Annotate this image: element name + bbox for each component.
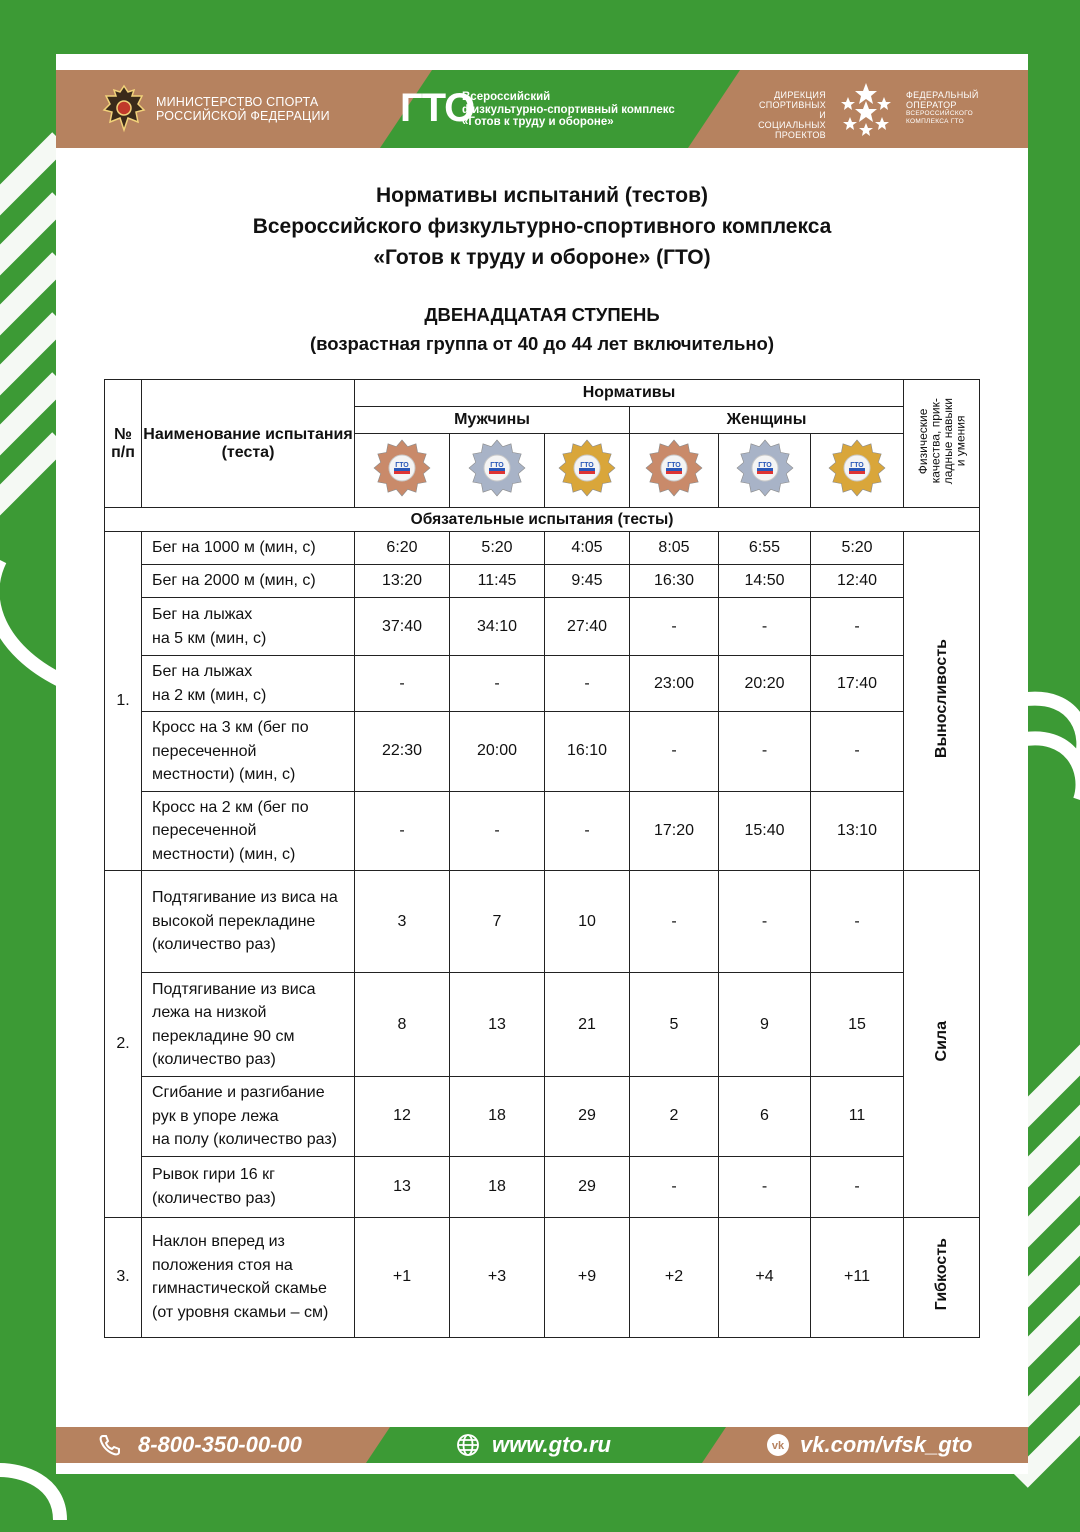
value-cell: 11: [811, 1077, 904, 1157]
value-cell: +1: [355, 1217, 450, 1337]
value-cell: -: [719, 712, 811, 792]
test-name: Бег на 1000 м (мин, с): [142, 532, 355, 565]
value-cell: 5:20: [450, 532, 545, 565]
value-cell: -: [630, 598, 719, 656]
test-name: Бег на 2000 м (мин, с): [142, 565, 355, 598]
table-row: [105, 1077, 980, 1157]
table-row: [105, 532, 980, 565]
value-cell: -: [719, 1156, 811, 1217]
badge-cell-women-gold: [811, 434, 904, 508]
value-cell: -: [811, 871, 904, 973]
test-name: [142, 1077, 355, 1157]
quality-cell: [904, 1217, 980, 1337]
value-cell: 27:40: [545, 598, 630, 656]
value-cell: 12: [355, 1077, 450, 1157]
col-name-line-2: (теста): [221, 443, 275, 461]
value-cell: 20:20: [719, 656, 811, 712]
test-name-line: (от уровня скамьи – см): [152, 1303, 329, 1321]
value-cell: 8:05: [630, 532, 719, 565]
table-row: [105, 712, 980, 792]
star-wreath-icon: [836, 79, 896, 139]
value-cell: +9: [545, 1217, 630, 1337]
op-line-3: ВСЕРОССИЙСКОГО: [906, 110, 974, 117]
value-cell: -: [630, 871, 719, 973]
gto-logo: ГТО: [400, 86, 475, 130]
value-cell: 22:30: [355, 712, 450, 792]
value-cell: 17:20: [630, 791, 719, 871]
quality-label: Гибкость: [932, 1238, 950, 1311]
value-cell: 9: [719, 973, 811, 1077]
gto-caption-line-2: физкультурно-спортивный комплекс: [462, 103, 675, 116]
value-cell: 7: [450, 871, 545, 973]
value-cell: 14:50: [719, 565, 811, 598]
bronze-badge-icon: [644, 438, 704, 498]
col-num-header: [105, 380, 142, 508]
section-mandatory: Обязательные испытания (тесты): [105, 508, 980, 532]
test-name-line: положения стоя на: [152, 1256, 293, 1274]
value-cell: -: [811, 712, 904, 792]
col-men-header: Мужчины: [355, 407, 630, 434]
svg-text:ГТО: ГТО: [395, 462, 409, 469]
badge-cell-women-silver: [719, 434, 811, 508]
bronze-badge-icon: [372, 438, 432, 498]
table-row: [105, 598, 980, 656]
test-name-line: Сгибание и разгибание: [152, 1084, 325, 1101]
value-cell: -: [811, 598, 904, 656]
value-cell: 16:30: [630, 565, 719, 598]
website-link[interactable]: www.gto.ru: [492, 1432, 611, 1457]
test-name: [142, 1156, 355, 1217]
value-cell: -: [630, 712, 719, 792]
subtitle-line-2: (возрастная группа от 40 до 44 лет включительно): [309, 333, 775, 354]
table-row: [105, 973, 980, 1077]
value-cell: 3: [355, 871, 450, 973]
group-num: 2.: [105, 871, 142, 1218]
dir-line-1: ДИРЕКЦИЯ: [774, 90, 826, 100]
col-name-line-1: Наименование испытания: [143, 425, 353, 443]
test-name-line: Кросс на 2 км (бег по: [152, 798, 309, 816]
phone-link[interactable]: 8-800-350-00-00: [138, 1432, 302, 1457]
test-name: [142, 712, 355, 792]
table-row: [105, 791, 980, 871]
col-qual-line-4: и умения: [953, 415, 968, 467]
phone-icon: [98, 1433, 122, 1457]
value-cell: 13:10: [811, 791, 904, 871]
test-name-line: Подтягивание из виса на: [152, 889, 338, 907]
test-name-line: (количество раз): [152, 1051, 276, 1068]
value-cell: -: [811, 1156, 904, 1217]
value-cell: -: [545, 791, 630, 871]
value-cell: -: [630, 1156, 719, 1217]
ministry-line-1: МИНИСТЕРСТВО СПОРТА: [156, 95, 319, 109]
badge-cell-men-silver: [450, 434, 545, 508]
test-name-line: пересеченной: [152, 742, 257, 760]
value-cell: 18: [450, 1077, 545, 1157]
value-cell: 34:10: [450, 598, 545, 656]
gold-badge-icon: [827, 438, 887, 498]
title-line-3: «Готов к труду и обороне» (ГТО): [373, 246, 711, 269]
silver-badge-icon: [467, 438, 527, 498]
document-sheet: [56, 54, 1028, 1474]
value-cell: 2: [630, 1077, 719, 1157]
header-row-1: [105, 380, 980, 407]
test-name: [142, 598, 355, 656]
value-cell: 23:00: [630, 656, 719, 712]
value-cell: -: [545, 656, 630, 712]
test-name-line: на полу (количество раз): [152, 1131, 338, 1148]
col-qual-label: [917, 398, 967, 484]
test-name-line: высокой перекладине: [152, 912, 316, 930]
value-cell: 8: [355, 973, 450, 1077]
value-cell: +3: [450, 1217, 545, 1337]
op-line-2: ОПЕРАТОР: [906, 100, 957, 110]
dir-line-2: СПОРТИВНЫХ: [758, 100, 826, 110]
value-cell: +11: [811, 1217, 904, 1337]
quality-cell: [904, 532, 980, 871]
value-cell: 13:20: [355, 565, 450, 598]
test-name-line: Кросс на 3 км (бег по: [152, 719, 309, 736]
col-num-line-2: п/п: [111, 443, 135, 461]
ministry-line-2: РОССИЙСКОЙ ФЕДЕРАЦИИ: [156, 109, 330, 123]
table-row: [105, 565, 980, 598]
col-norms-header: Нормативы: [355, 380, 904, 407]
eagle-emblem-icon: [98, 82, 150, 138]
test-name: [142, 973, 355, 1077]
test-name-line: Бег на лыжах: [152, 663, 253, 680]
test-name-line: Бег на лыжах: [152, 606, 253, 623]
test-name: [142, 1217, 355, 1337]
value-cell: 6: [719, 1077, 811, 1157]
svg-text:ГТО: ГТО: [850, 462, 864, 469]
value-cell: 29: [545, 1077, 630, 1157]
section-row: [105, 508, 980, 532]
col-qual-line-3: ладные навыки: [940, 397, 955, 485]
col-qual-line-1: Физические: [915, 408, 930, 474]
value-cell: +2: [630, 1217, 719, 1337]
test-name-line: лежа на низкой: [152, 1004, 267, 1021]
footer-band: [56, 1427, 1028, 1463]
value-cell: -: [355, 656, 450, 712]
value-cell: 16:10: [545, 712, 630, 792]
test-name-line: перекладине 90 см: [152, 1027, 295, 1045]
test-name-line: (количество раз): [152, 1189, 276, 1207]
value-cell: -: [450, 656, 545, 712]
value-cell: -: [355, 791, 450, 871]
value-cell: 5: [630, 973, 719, 1077]
title-line-1: Нормативы испытаний (тестов): [376, 184, 708, 207]
value-cell: 15: [811, 973, 904, 1077]
value-cell: 17:40: [811, 656, 904, 712]
badge-cell-women-bronze: [630, 434, 719, 508]
value-cell: 15:40: [719, 791, 811, 871]
svg-text:vk: vk: [771, 1440, 785, 1452]
gto-caption-line-3: «Готов к труду и обороне»: [462, 116, 614, 128]
col-name-header: [142, 380, 355, 508]
test-name-line: гимнастической скамье: [152, 1280, 327, 1297]
quality-cell: [904, 871, 980, 1218]
gto-caption-line-1: Всероссийский: [462, 91, 551, 103]
vk-link[interactable]: vk.com/vfsk_gto: [800, 1432, 973, 1457]
col-qual-line-2: качества, прик-: [928, 398, 943, 484]
table-row: [105, 1217, 980, 1337]
dir-line-3: И СОЦИАЛЬНЫХ: [758, 110, 826, 130]
quality-label: Выносливость: [932, 638, 950, 759]
silver-badge-icon: [735, 438, 795, 498]
value-cell: 37:40: [355, 598, 450, 656]
value-cell: 4:05: [545, 532, 630, 565]
svg-text:ГТО: ГТО: [580, 462, 594, 469]
dir-line-4: ПРОЕКТОВ: [774, 130, 826, 140]
svg-text:ГТО: ГТО: [490, 462, 504, 469]
value-cell: 29: [545, 1156, 630, 1217]
value-cell: -: [719, 871, 811, 973]
gto-caption: [462, 91, 675, 129]
badge-cell-men-gold: [545, 434, 630, 508]
test-name-line: Рывок гири 16 кг: [152, 1166, 275, 1183]
value-cell: 11:45: [450, 565, 545, 598]
test-name-line: пересеченной: [152, 822, 257, 839]
value-cell: 6:20: [355, 532, 450, 565]
value-cell: 5:20: [811, 532, 904, 565]
group-num: 3.: [105, 1217, 142, 1337]
test-name-line: Подтягивание из виса: [152, 980, 316, 998]
header-band: [56, 70, 1028, 148]
page-title: [56, 180, 1028, 273]
table-row: [105, 871, 980, 973]
directorate-name: [756, 90, 826, 140]
title-line-2: Всероссийского физкультурно-спортивного комплекса: [252, 215, 832, 238]
value-cell: 18: [450, 1156, 545, 1217]
value-cell: 12:40: [811, 565, 904, 598]
badge-cell-men-bronze: [355, 434, 450, 508]
value-cell: 21: [545, 973, 630, 1077]
value-cell: 6:55: [719, 532, 811, 565]
test-name-line: рук в упоре лежа: [152, 1107, 279, 1125]
test-name: [142, 656, 355, 712]
test-name-line: Наклон вперед из: [152, 1233, 285, 1250]
svg-text:ГТО: ГТО: [757, 462, 772, 469]
operator-name: [906, 90, 979, 126]
vk-icon: [766, 1433, 790, 1457]
group-num: 1.: [105, 532, 142, 871]
globe-icon: [456, 1433, 480, 1457]
value-cell: 9:45: [545, 565, 630, 598]
value-cell: 20:00: [450, 712, 545, 792]
test-name-line: местности) (мин, с): [152, 845, 296, 863]
value-cell: 10: [545, 871, 630, 973]
test-name: [142, 791, 355, 871]
value-cell: 13: [450, 973, 545, 1077]
value-cell: +4: [719, 1217, 811, 1337]
table-row: [105, 656, 980, 712]
test-name: [142, 871, 355, 973]
quality-label: Сила: [932, 1021, 950, 1062]
norms-table: [104, 379, 980, 1338]
test-name-line: на 2 км (мин, с): [152, 686, 267, 704]
page-subtitle: [56, 300, 1028, 358]
subtitle-line-1: ДВЕНАДЦАТАЯ СТУПЕНЬ: [424, 304, 660, 325]
ministry-name: [156, 95, 330, 123]
op-line-1: ФЕДЕРАЛЬНЫЙ: [906, 90, 979, 100]
col-num-line-1: №: [114, 425, 132, 443]
col-qual-header: [904, 380, 980, 508]
table-row: [105, 1156, 980, 1217]
value-cell: -: [450, 791, 545, 871]
test-name-line: (количество раз): [152, 936, 276, 954]
svg-text:ГТО: ГТО: [667, 462, 681, 469]
value-cell: 13: [355, 1156, 450, 1217]
test-name-line: на 5 км (мин, с): [152, 629, 267, 647]
test-name-line: местности) (мин, с): [152, 766, 296, 783]
op-line-4: КОМПЛЕКСА ГТО: [906, 118, 965, 125]
value-cell: -: [719, 598, 811, 656]
col-women-header: Женщины: [630, 407, 904, 434]
gold-badge-icon: [557, 438, 617, 498]
